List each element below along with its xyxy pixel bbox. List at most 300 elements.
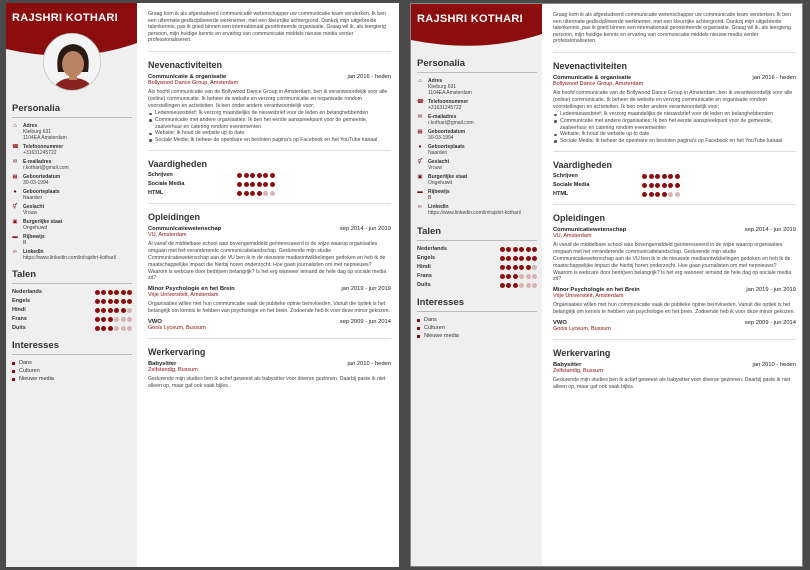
skill-row [148, 172, 391, 178]
level-dot [101, 317, 106, 322]
personal-item-label: Geboortedatum [428, 129, 466, 135]
level-dot [532, 283, 537, 288]
languages-heading: Talen [12, 269, 37, 280]
personal-item-text [23, 234, 45, 246]
level-dot [526, 265, 531, 270]
entry-organization: Zelfstandig, Bussum [148, 366, 198, 373]
home-icon: ⌂ [13, 123, 17, 129]
level-dot [500, 274, 505, 279]
education-heading: Opleidingen [553, 213, 606, 224]
level-dot [655, 174, 660, 179]
language-row [417, 264, 537, 270]
language-level-dots [500, 274, 538, 279]
work-section [553, 348, 796, 391]
skill-level-dots [642, 183, 680, 188]
language-row [417, 273, 537, 279]
entry-description: Gedurende mijn studies ben ik actief geweest als babysitter voor diverse gezinnen. Daarbij paste ik niet alleen op, maar gaf ook vaak bijles. [148, 375, 386, 389]
personal-item-text [428, 78, 472, 96]
entry-bullets [553, 111, 796, 144]
level-dot [237, 173, 242, 178]
language-level-dots [95, 290, 133, 295]
interest-label: Dans [424, 317, 437, 323]
entry-organization: VU, Amsterdam [148, 232, 187, 239]
personal-item-label: Geslacht [428, 159, 450, 165]
level-dot [108, 290, 113, 295]
entry-title: Communicatie & organisatie [148, 73, 227, 80]
languages-heading: Talen [417, 226, 442, 237]
level-dot [257, 191, 262, 196]
phone-icon: ☎ [12, 144, 19, 150]
bullet-item: Sociale Media; Ik beheer de openbare en besloten pagina's op Facebook en het YouTube kanaal [553, 138, 796, 145]
education-section [148, 212, 391, 330]
link-icon: ∞ [13, 249, 17, 255]
work-heading: Werkervaring [148, 346, 206, 357]
entry-organization: Goois Lyceum, Bussum [553, 325, 611, 332]
language-level-dots [95, 308, 133, 313]
level-dot [127, 290, 132, 295]
personal-item [12, 174, 132, 186]
level-dot [101, 290, 106, 295]
level-dot [127, 317, 132, 322]
personal-item [12, 123, 132, 141]
level-dot [270, 173, 275, 178]
entry-date: jan 2016 - heden [347, 73, 391, 80]
personal-section [417, 58, 537, 341]
interest-label: Culturen [19, 368, 40, 374]
personal-item-label: E-mailadres [428, 114, 457, 120]
personal-item-label: Telefoonnummer [23, 144, 64, 150]
language-row [12, 316, 132, 322]
bullet-item: Website; Ik houd de website up to date [553, 131, 796, 138]
level-dot [244, 173, 249, 178]
gender-icon: ⚥ [12, 204, 18, 210]
mail-icon: ✉ [417, 114, 423, 120]
personal-item-value: Kleiburg 631 1104EA Amsterdam [23, 129, 67, 141]
level-dot [662, 192, 667, 197]
language-level-dots [500, 256, 538, 261]
interest-label: Culturen [424, 325, 445, 331]
personal-item-label: Adres [23, 123, 38, 129]
level-dot [270, 182, 275, 187]
calendar-icon: ▦ [12, 174, 18, 180]
entry-description: Als hoofd communicatie van de Bollywood Dance Group in Amsterdam, ben ik verantwoordelijk voor alle (online) communicatie. Ik beheer de website en verzorg communicatie en organisatie rondom voorstellingen en activiteiten. Ik ben onder andere verantwoordelijk voor; [553, 89, 793, 110]
personal-item-value: Ongehuwd [428, 180, 453, 186]
entry-date: jan 2016 - heden [752, 74, 796, 81]
personal-item [12, 189, 132, 201]
location-icon: ● [418, 144, 422, 150]
level-dot [649, 183, 654, 188]
personal-item [417, 204, 537, 216]
skill-name: Schrijven [553, 173, 578, 180]
level-dot [655, 183, 660, 188]
phone-icon: ☎ [417, 99, 424, 105]
personal-item [417, 78, 537, 96]
level-dot [121, 326, 126, 331]
personal-item-label: Telefoonnummer [428, 99, 469, 105]
language-name: Duits [12, 325, 26, 331]
language-row [12, 289, 132, 295]
level-dot [662, 174, 667, 179]
personal-item-value: Ongehuwd [23, 225, 48, 231]
level-dot [257, 182, 262, 187]
level-dot [257, 173, 262, 178]
entry-description: Gedurende mijn studies ben ik actief geweest als babysitter voor diverse gezinnen. Daarbij paste ik niet alleen op, maar gaf ook vaak bijles. [553, 376, 791, 390]
level-dot [108, 326, 113, 331]
divider [12, 283, 132, 284]
language-name: Nederlands [12, 289, 42, 295]
mail-icon: ✉ [12, 159, 18, 165]
personal-item [417, 144, 537, 156]
level-dot [668, 174, 673, 179]
level-dot [101, 326, 106, 331]
interest-item [417, 325, 537, 331]
personal-item-label: LinkedIn [23, 249, 44, 255]
divider [148, 51, 391, 52]
interests-heading: Interesses [417, 297, 465, 308]
level-dot [662, 183, 667, 188]
personal-item-value[interactable]: r.kothari@gmail.com [23, 165, 69, 171]
personal-item-value: B [428, 195, 432, 201]
entry-description: Als hoofd communicatie van de Bollywood Dance Group in Amsterdam, ben ik verantwoordelijk voor alle (online) communicatie. Ik beheer de website en verzorg communicatie en organisatie rondom voorstellingen en activiteiten. Ik ben onder andere verantwoordelijk voor; [148, 88, 388, 109]
personal-item-value: Vrouw [428, 165, 442, 171]
skills-section [148, 159, 391, 196]
entry-title: VWO [553, 319, 567, 326]
level-dot [500, 256, 505, 261]
bullet-item: Ledennieuwsbrief; Ik verzorg maandelijks de nieuwsbrief voor de leden en belanghebbenden [148, 110, 391, 117]
entry-organization: Zelfstandig, Bussum [553, 367, 603, 374]
personal-item-text [23, 204, 44, 216]
level-dot [519, 256, 524, 261]
entry-title: Minor Psychologie en het Brein [148, 286, 235, 293]
level-dot [500, 265, 505, 270]
level-dot [101, 299, 106, 304]
cv-page-left [6, 3, 399, 567]
entry-title: VWO [148, 318, 162, 325]
language-row [417, 246, 537, 252]
interest-item [417, 317, 537, 323]
level-dot [513, 283, 518, 288]
entry-title: Communicatiewetenschap [553, 227, 627, 234]
level-dot [101, 308, 106, 313]
level-dot [127, 299, 132, 304]
divider [12, 117, 132, 118]
level-dot [237, 182, 242, 187]
level-dot [108, 299, 113, 304]
level-dot [655, 192, 660, 197]
personal-item-value: +31631245722 [428, 105, 462, 111]
personal-item-value[interactable]: https://www.linkedin.com/in/rajshri-kothari/ [428, 210, 522, 216]
level-dot [642, 174, 647, 179]
personal-item-label: Adres [428, 78, 443, 84]
level-dot [642, 192, 647, 197]
bullet-item: Communicatie met andere organisaties; Ik ben het eerste aanspreekpunt voor de gemeente, zaalverhuur en catering rondom evenementen [148, 117, 391, 130]
avatar [43, 33, 101, 91]
skill-level-dots [237, 191, 275, 196]
skill-row [148, 190, 391, 196]
language-name: Engels [12, 298, 31, 304]
language-name: Frans [417, 273, 432, 279]
skill-name: Sociale Media [553, 182, 590, 189]
nevenactiviteiten-section [553, 61, 796, 144]
level-dot [237, 191, 242, 196]
skill-name: HTML [553, 191, 569, 198]
entry-bullets [148, 110, 391, 143]
cv-page-right [410, 3, 803, 567]
personal-item-text [428, 129, 465, 141]
level-dot [114, 317, 119, 322]
interest-label: Nieuwe media [424, 333, 459, 339]
level-dot [668, 183, 673, 188]
language-row [417, 255, 537, 261]
entry-organization: Vrije Universiteit, Amsterdam [553, 293, 624, 300]
divider [148, 150, 391, 151]
level-dot [526, 247, 531, 252]
entry-date: sep 2009 - jun 2014 [339, 318, 391, 325]
language-level-dots [95, 326, 133, 331]
personal-item-text [23, 219, 62, 231]
divider [553, 204, 796, 205]
entry-title: Babysitter [553, 361, 582, 368]
sidebar [6, 3, 137, 567]
car-icon: ▬ [12, 234, 18, 240]
level-dot [114, 290, 119, 295]
level-dot [250, 182, 255, 187]
personal-item-text [23, 159, 69, 171]
level-dot [95, 326, 100, 331]
work-section [148, 347, 391, 390]
level-dot [121, 290, 126, 295]
personal-item [417, 114, 537, 126]
personal-section [12, 103, 132, 384]
entry-date: jan 2019 - jun 2019 [341, 286, 391, 293]
personal-item-label: Burgerlijke staat [428, 174, 468, 180]
personal-item-label: Geboortedatum [23, 174, 61, 180]
entry-date: sep 2009 - jun 2014 [744, 319, 796, 326]
entry-description: Al vanaf de middelbare school was bovengemiddeld geïnteresseerd in de wijze waarop organisaties omgaan met het veranderende communicatielandschap. Gedurende mijn studie Communicatiewetenschap aan de VU ben ik in de nieuwste mediaontwikkelingen gedoken en heb ik de maatschappelijke impact die hierbij horen onderzocht. Hoe gaan journalisten om met nepnieuws? Waarom is webcare door bedrijven belangrijk? Is het erg wanneer iemand de hele dag op sociale media zit? [148, 241, 387, 282]
language-name: Engels [417, 255, 436, 261]
personal-item [417, 174, 537, 186]
entry-organization: Goois Lyceum, Bussum [148, 324, 206, 331]
skill-name: Sociale Media [148, 181, 185, 188]
language-name: Hindi [12, 307, 26, 313]
bullet-item: Communicatie met andere organisaties; Ik ben het eerste aanspreekpunt voor de gemeente, zaalverhuur en catering rondom evenementen [553, 118, 796, 131]
level-dot [114, 299, 119, 304]
personal-item-text [428, 159, 449, 171]
level-dot [121, 299, 126, 304]
personal-item-text [23, 123, 67, 141]
personal-item-text [428, 204, 521, 216]
level-dot [532, 247, 537, 252]
main-column [542, 4, 803, 566]
level-dot [506, 256, 511, 261]
language-name: Duits [417, 282, 431, 288]
personal-item-value: +31631245722 [23, 150, 57, 156]
entry-date: jan 2010 - heden [752, 361, 796, 368]
entry-organization: VU, Amsterdam [553, 233, 592, 240]
language-name: Nederlands [417, 246, 447, 252]
entry-title: Minor Psychologie en het Brein [553, 287, 640, 294]
flag-icon: ▣ [417, 174, 423, 180]
level-dot [513, 256, 518, 261]
divider [417, 240, 537, 241]
skill-row [553, 173, 796, 179]
entry-organization: Bollywood Dance Group, Amsterdam [148, 79, 239, 86]
interest-item [12, 368, 132, 374]
language-row [417, 282, 537, 288]
entry-organization: Bollywood Dance Group, Amsterdam [553, 80, 644, 87]
personal-item-value: 30-03-1994 [428, 135, 454, 141]
level-dot [263, 191, 268, 196]
personal-item [417, 189, 537, 201]
personal-item-value: B [23, 240, 27, 246]
level-dot [95, 299, 100, 304]
level-dot [500, 247, 505, 252]
skill-name: HTML [148, 190, 164, 197]
level-dot [513, 247, 518, 252]
personal-item-text [428, 174, 467, 186]
calendar-icon: ▦ [417, 129, 423, 135]
nevenactiviteiten-heading: Nevenactiviteiten [148, 59, 223, 70]
personal-item [417, 99, 537, 111]
level-dot [668, 192, 673, 197]
level-dot [95, 290, 100, 295]
skills-section [553, 160, 796, 197]
personal-item [12, 249, 132, 261]
interest-label: Nieuwe media [19, 376, 54, 382]
interest-item [12, 360, 132, 366]
entry-title: Communicatiewetenschap [148, 226, 222, 233]
bullet-square-icon [12, 370, 15, 373]
personal-item-label: E-mailadres [23, 159, 52, 165]
car-icon: ▬ [417, 189, 423, 195]
skill-row [553, 182, 796, 188]
divider [148, 203, 391, 204]
level-dot [114, 308, 119, 313]
gender-icon: ⚥ [417, 159, 423, 165]
home-icon: ⌂ [418, 78, 422, 84]
skill-level-dots [237, 173, 275, 178]
bullet-square-icon [12, 378, 15, 381]
level-dot [532, 265, 537, 270]
level-dot [519, 274, 524, 279]
personal-item-text [23, 144, 63, 156]
entry-date: jan 2019 - jun 2019 [746, 287, 796, 294]
personal-item-text [23, 249, 116, 261]
level-dot [250, 173, 255, 178]
personal-item-value[interactable]: https://www.linkedin.com/in/rajshri-kothari/ [23, 255, 117, 261]
language-level-dots [500, 265, 538, 270]
education-heading: Opleidingen [148, 212, 201, 223]
level-dot [250, 191, 255, 196]
personal-item [12, 219, 132, 231]
skills-heading: Vaardigheden [148, 159, 208, 170]
nevenactiviteiten-section [148, 60, 391, 143]
level-dot [519, 265, 524, 270]
personal-item-value[interactable]: r.kothari@gmail.com [428, 120, 474, 126]
personal-item [12, 159, 132, 171]
language-level-dots [95, 299, 133, 304]
level-dot [121, 317, 126, 322]
language-level-dots [500, 247, 538, 252]
level-dot [675, 192, 680, 197]
language-name: Frans [12, 316, 27, 322]
intro-text: Graag kom ik als afgestudeerd communicatie wetenschapper uw communicatie team versterken. Ik ben een ultermate gedisciplineerde werknemer, met een kleurrijke achtergrond. Dankzij mijn uitgebreide talenkennis, pas ik goed binnen een internationaal georiënteerde organisatie. Graag wil ik, als leergierig persoon, mijn huidige kennis en ervaring van communicatie middels nieuwe media verder professionaliseren. [148, 11, 386, 44]
level-dot [526, 283, 531, 288]
bullet-square-icon [12, 362, 15, 365]
level-dot [506, 247, 511, 252]
personal-item-text [428, 189, 450, 201]
personal-item-value: Vrouw [23, 210, 37, 216]
personal-item-text [23, 189, 60, 201]
skill-level-dots [642, 174, 680, 179]
personal-item-text [428, 144, 465, 156]
level-dot [114, 326, 119, 331]
interest-item [12, 376, 132, 382]
entry-title: Communicatie & organisatie [553, 74, 632, 81]
level-dot [506, 265, 511, 270]
level-dot [108, 317, 113, 322]
level-dot [127, 326, 132, 331]
language-level-dots [95, 317, 133, 322]
skill-row [553, 191, 796, 197]
divider [553, 339, 796, 340]
personal-item [12, 144, 132, 156]
level-dot [513, 265, 518, 270]
education-section [553, 213, 796, 331]
interests-heading: Interesses [12, 340, 60, 351]
level-dot [642, 183, 647, 188]
entry-description: Organisaties willen met hun communicatie vaak de publieke opinie beïnvloeden. Vanuit die optiek is het belangrijk om kennis te hebben van psychologie en het brein. Zodoende heb ik voor deze minor gekozen. [148, 301, 390, 314]
language-row [12, 325, 132, 331]
entry-description: Al vanaf de middelbare school was bovengemiddeld geïnteresseerd in de wijze waarop organisaties omgaan met het veranderende communicatielandschap. Gedurende mijn studie Communicatiewetenschap aan de VU ben ik in de nieuwste mediaontwikkelingen gedoken en heb ik de maatschappelijke impact die hierbij horen onderzocht. Hoe gaan journalisten om met nepnieuws? Waarom is webcare door bedrijven belangrijk? Is het erg wanneer iemand de hele dag op sociale media zit? [553, 242, 792, 283]
language-level-dots [500, 283, 538, 288]
level-dot [649, 192, 654, 197]
level-dot [270, 191, 275, 196]
language-row [12, 298, 132, 304]
entry-date: jan 2010 - heden [347, 360, 391, 367]
entry-organization: Vrije Universiteit, Amsterdam [148, 292, 219, 299]
entry-date: sep 2014 - jun 2019 [339, 226, 391, 233]
level-dot [519, 283, 524, 288]
skill-row [148, 181, 391, 187]
level-dot [263, 182, 268, 187]
personal-item-label: Rijbewijs [428, 189, 450, 195]
entry-title: Babysitter [148, 360, 177, 367]
divider [417, 311, 537, 312]
personal-item-value: Naarden [23, 195, 43, 201]
personal-item-label: Geboorteplaats [428, 144, 465, 150]
level-dot [121, 308, 126, 313]
personal-item [12, 234, 132, 246]
skills-heading: Vaardigheden [553, 160, 613, 171]
skill-level-dots [237, 182, 275, 187]
personal-item-label: Rijbewijs [23, 234, 45, 240]
level-dot [95, 308, 100, 313]
personal-item [12, 204, 132, 216]
candidate-name: RAJSHRI KOTHARI [12, 12, 118, 24]
level-dot [506, 274, 511, 279]
level-dot [532, 256, 537, 261]
level-dot [532, 274, 537, 279]
bullet-square-icon [417, 335, 420, 338]
work-heading: Werkervaring [553, 347, 611, 358]
level-dot [244, 191, 249, 196]
candidate-name: RAJSHRI KOTHARI [417, 13, 523, 25]
bullet-square-icon [417, 319, 420, 322]
level-dot [526, 256, 531, 261]
level-dot [244, 182, 249, 187]
level-dot [675, 174, 680, 179]
